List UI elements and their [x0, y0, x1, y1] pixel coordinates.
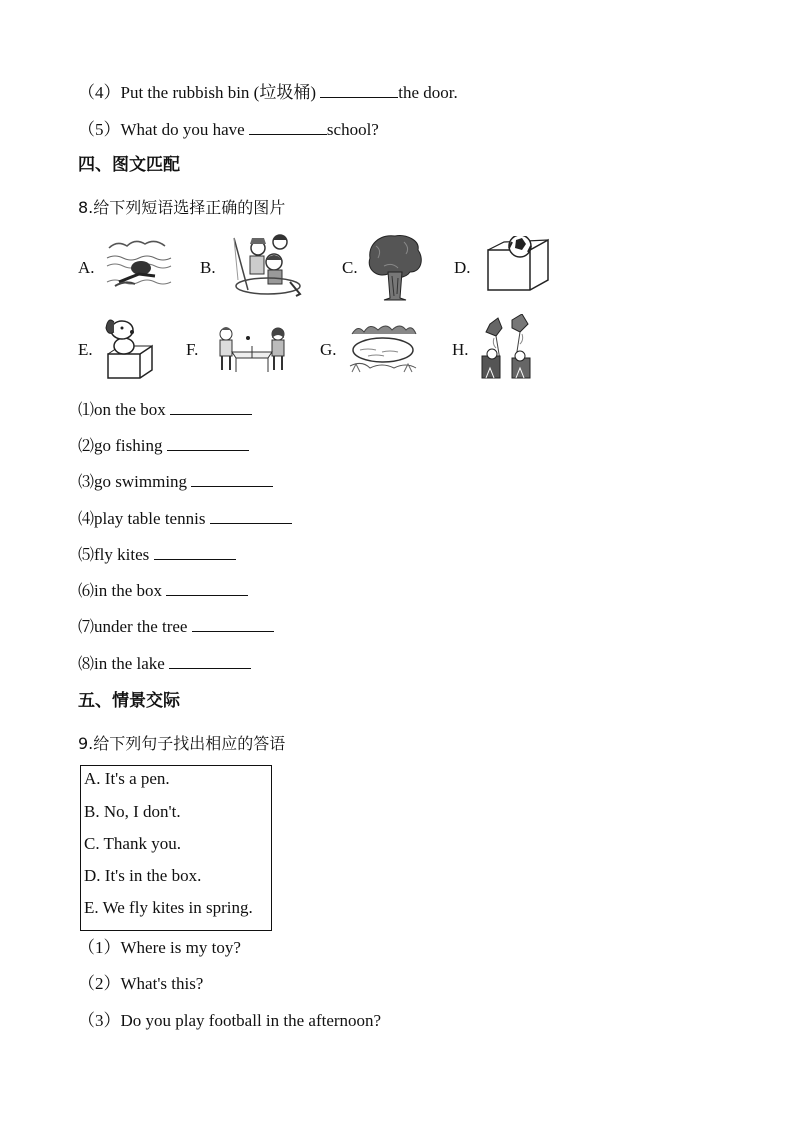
- kites-picture-icon: [478, 314, 534, 380]
- phrase-item-7: [78, 614, 274, 637]
- phrase-text: under the tree: [94, 617, 192, 636]
- answer-option-b: B. No, I don't.: [84, 802, 181, 821]
- phrase-text: fly kites: [94, 545, 154, 564]
- ball-in-box-picture-icon: [482, 236, 554, 292]
- phrase-item-2: [78, 433, 249, 456]
- fishing-picture-icon: [228, 230, 308, 300]
- dialog-question-1: （1）Where is my toy?: [78, 938, 241, 957]
- item-number: ⑴: [78, 400, 95, 419]
- answer-option-e: E. We fly kites in spring.: [84, 898, 253, 917]
- option-a-label: A.: [78, 258, 95, 277]
- question-9-title: 9.给下列句子找出相应的答语: [78, 734, 286, 753]
- tree-picture-icon: [364, 232, 426, 302]
- option-d-label: D.: [454, 258, 471, 277]
- dialog-question-2: （2）What's this?: [78, 974, 204, 993]
- question-8-title: 8.给下列短语选择正确的图片: [78, 198, 286, 217]
- item-number: ⑶: [78, 472, 95, 491]
- question-5-prefix: （5）What do you have: [78, 120, 249, 139]
- answer-blank[interactable]: [154, 545, 236, 560]
- answer-blank[interactable]: [167, 436, 249, 451]
- answer-blank[interactable]: [169, 654, 251, 669]
- dialog-question-3: （3）Do you play football in the afternoon?: [78, 1011, 382, 1030]
- option-e-label: E.: [78, 340, 93, 359]
- question-4-line: [78, 78, 458, 103]
- phrase-text: in the lake: [94, 654, 170, 673]
- answer-blank[interactable]: [210, 509, 292, 524]
- phrase-item-8: [78, 651, 251, 674]
- answer-option-d: D. It's in the box.: [84, 866, 202, 885]
- answer-blank[interactable]: [320, 83, 398, 98]
- phrase-text: go fishing: [94, 436, 167, 455]
- phrase-item-6: [78, 578, 248, 601]
- item-number: ⑸: [78, 545, 95, 564]
- section-5-heading: 五、情景交际: [78, 691, 180, 711]
- phrase-text: in the box: [94, 581, 167, 600]
- question-4-prefix: （4）Put the rubbish bin (垃圾桶): [78, 83, 321, 102]
- phrase-item-3: [78, 469, 273, 492]
- swimming-picture-icon: [105, 236, 173, 294]
- answer-options-box: [80, 765, 272, 931]
- item-number: ⑷: [78, 509, 95, 528]
- phrase-text: on the box: [94, 400, 171, 419]
- option-c-label: C.: [342, 258, 358, 277]
- answer-blank[interactable]: [170, 400, 252, 415]
- option-b-label: B.: [200, 258, 216, 277]
- answer-blank[interactable]: [249, 120, 327, 135]
- item-number: ⑹: [78, 581, 95, 600]
- answer-option-a: A. It's a pen.: [84, 769, 170, 788]
- phrase-text: play table tennis: [94, 509, 210, 528]
- lake-picture-icon: [348, 320, 418, 374]
- dog-on-box-picture-icon: [100, 312, 156, 380]
- answer-blank[interactable]: [166, 581, 248, 596]
- item-number: ⑻: [78, 654, 95, 673]
- phrase-item-5: [78, 542, 236, 565]
- item-number: ⑺: [78, 617, 95, 636]
- phrase-item-1: [78, 397, 252, 420]
- question-5-line: [78, 115, 379, 140]
- answer-blank[interactable]: [191, 472, 273, 487]
- option-f-label: F.: [186, 340, 199, 359]
- section-4-heading: 四、图文匹配: [78, 155, 180, 175]
- table-tennis-picture-icon: [212, 320, 292, 376]
- item-number: ⑵: [78, 436, 95, 455]
- question-5-suffix: school?: [326, 120, 379, 139]
- answer-option-c: C. Thank you.: [84, 834, 181, 853]
- answer-blank[interactable]: [192, 617, 274, 632]
- question-4-suffix: the door.: [398, 83, 458, 102]
- option-h-label: H.: [452, 340, 469, 359]
- phrase-text: go swimming: [94, 472, 192, 491]
- phrase-item-4: [78, 506, 292, 529]
- option-g-label: G.: [320, 340, 337, 359]
